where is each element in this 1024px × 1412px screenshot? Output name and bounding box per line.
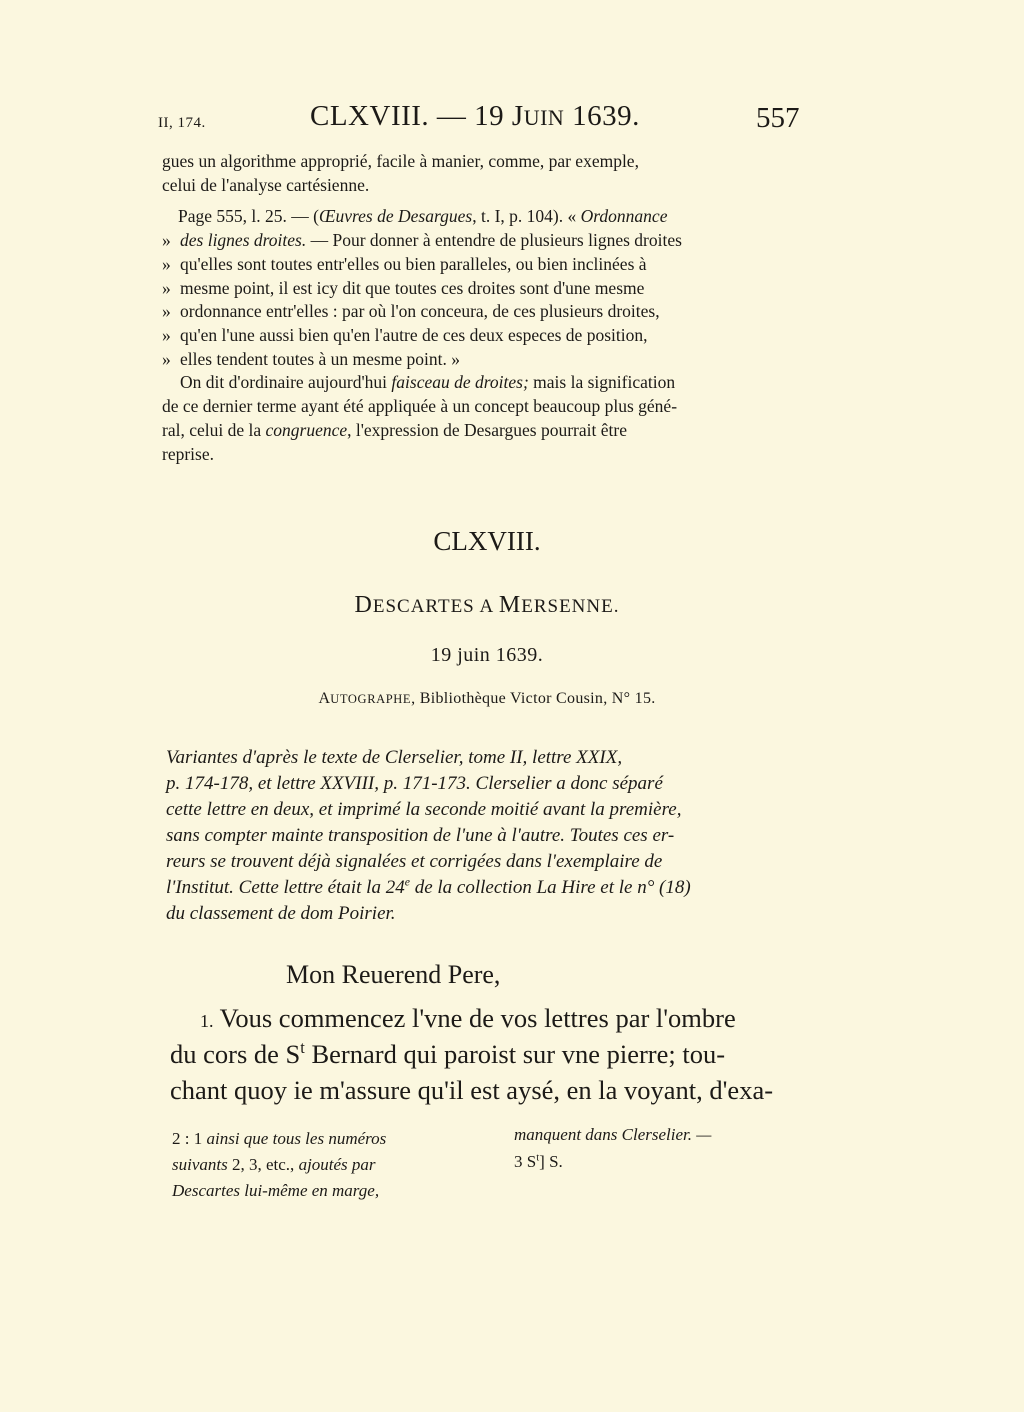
variants-line: Variantes d'après le texte de Clerselier, tome II, lettre XXIX, <box>166 747 623 768</box>
note-line: On dit d'ordinaire aujourd'hui faisceau de droites; mais la signification <box>180 372 676 392</box>
letter-date: 19 juin 1639. <box>430 644 544 666</box>
note-line: gues un algorithme approprié, facile à manier, comme, par exemple, <box>162 151 639 171</box>
letter-source: AUTOGRAPHE, Bibliothèque Victor Cousin, N° 15. <box>318 690 656 707</box>
footnote-line: 3 $S^t$] S. <box>514 1152 563 1171</box>
footnote-line: suivants 2, 3, etc., ajoutés par <box>172 1155 376 1174</box>
quote-line: » ordonnance entr'elles : par où l'on conceura, de ces plusieurs droites, <box>162 301 660 321</box>
quote-line: » des lignes droites. — Pour donner à entendre de plusieurs lignes droites <box>162 230 682 250</box>
variants-line: p. 174-178, et lettre XXVIII, p. 171-173. Clerselier a donc séparé <box>166 773 663 794</box>
quote-line: » elles tendent toutes à un mesme point. » <box>162 349 460 369</box>
quote-line: » qu'elles sont toutes entr'elles ou bien paralleles, ou bien inclinées à <box>162 254 647 274</box>
note-line: reprise. <box>162 444 214 464</box>
note-line: de ce dernier terme ayant été appliquée à un concept beaucoup plus géné- <box>162 396 678 416</box>
variants-line: reurs se trouvent déjà signalées et corrigées dans l'exemplaire de <box>166 851 663 872</box>
running-head-reference: II, 174. <box>158 115 206 131</box>
note-line: ral, celui de la congruence, l'expression de Desargues pourrait être <box>162 420 627 440</box>
note-line: celui de l'analyse cartésienne. <box>162 175 370 195</box>
page-reference-line: Page 555, l. 25. — (Œuvres de Desargues, t. I, p. 104). « Ordonnance <box>178 206 668 226</box>
footnote-line: Descartes lui-même en marge, <box>172 1181 380 1200</box>
running-head-title: CLXVIII. — 19 JUIN 1639. <box>310 100 640 132</box>
variants-line: cette lettre en deux, et imprimé la seconde moitié avant la première, <box>166 799 682 820</box>
variants-line: sans compter mainte transposition de l'une à l'autre. Toutes ces er- <box>166 825 675 846</box>
salutation: Mon Reuerend Pere, <box>286 960 501 989</box>
footnote-line: manquent dans Clerselier. — <box>514 1125 712 1144</box>
letter-number: CLXVIII. <box>433 526 541 556</box>
body-line: 1. Vous commencez l'vne de vos lettres par l'ombre <box>200 1003 736 1033</box>
quote-line: » mesme point, il est icy dit que toutes ces droites sont d'une mesme <box>162 278 645 298</box>
letter-address: DESCARTES A MERSENNE. <box>354 592 620 618</box>
body-line: chant quoy ie m'assure qu'il est aysé, en la voyant, d'exa- <box>170 1075 774 1105</box>
body-line: du cors de $S^t$ Bernard qui paroist sur vne pierre; tou- <box>170 1038 726 1069</box>
quote-line: » qu'en l'une aussi bien qu'en l'autre de ces deux especes de position, <box>162 325 648 345</box>
variants-line: du classement de dom Poirier. <box>166 903 396 924</box>
page-number: 557 <box>756 102 800 134</box>
footnote-line: 2 : 1 ainsi que tous les numéros <box>172 1129 387 1148</box>
variants-line: l'Institut. Cette lettre était la 24e de la collection La Hire et le n° (18) <box>166 875 691 898</box>
